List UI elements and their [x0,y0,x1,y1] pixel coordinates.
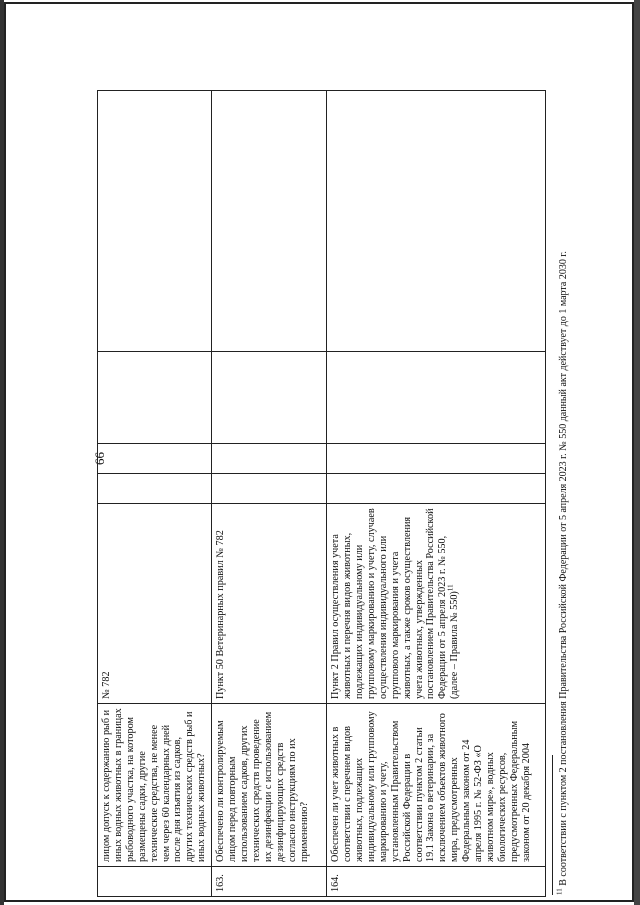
answer-no-cell [98,444,212,474]
footnote-marker: 11 [446,584,455,592]
table-row [327,91,546,897]
note-cell [98,91,212,352]
reference-cell: № 782 [98,504,212,704]
footnote-divider [552,755,553,895]
answer-na-cell [98,352,212,444]
answer-na-cell [212,352,327,444]
footnote-text: В соответствии с пунктом 2 постановления Правительства Российской Федерации от 5 апреля 2023 г. № 550 данный акт действует до 1 марта 2030 г. [558,251,569,889]
answer-yes-cell [98,474,212,504]
answer-yes-cell [212,474,327,504]
note-cell [212,91,327,352]
row-number [98,867,212,897]
note-cell [327,91,546,352]
table-row [212,91,327,897]
question-cell: лицом допуск к содержанию рыб и иных водных животных в границах рыбоводного участка, на котором размещены садки, другие технические средства, не менее чем через 60 календарных дней после дня изъятия из садков, других технических средств рыб и иных водных животных? [98,704,212,867]
answer-no-cell [327,444,546,474]
answer-na-cell [327,352,546,444]
page-number: 66 [92,452,107,465]
row-number: 163. [212,867,327,897]
reference-cell: Пункт 50 Ветеринарных правил № 782 [212,504,327,704]
question-cell: Обеспечено ли контролируемым лицом перед повторным использованием садков, других технических средств проведение их дезинфекции с использованием дезинфицирующих средств согласно инструкциям по их применению? [212,704,327,867]
reference-cell [327,504,546,704]
reference-text: Пункт 2 Правил осуществления учета животных и перечня видов животных, подлежащих индивидуальному или групповому маркированию и учету, случаев осуществления индивидуального или группового маркирования и учета животных, а также сроков осуществления учета животных, утвержденных постановлением Правительства Российской Федерации от 5 апреля 2023 г. № 550, (далее – Правила № 550) [330,508,461,699]
question-cell: Обеспечен ли учет животных в соответствии с перечнем видов животных, подлежащих индивидуальному или групповому маркированию и учету, установленным Правительством Российской Федерации в соответствии пунктом 2 статьи 19.1 Закона о ветеринарии, за исключением объектов животного мира, предусмотренных Федеральным законом от 24 апреля 1995 г. № 52-ФЗ «О животном мире», водных биологических ресурсов, предусмотренных Федеральным законом от 20 декабря 2004 [327,704,546,867]
footnote [555,15,570,895]
answer-yes-cell [327,474,546,504]
checklist-table [97,90,546,897]
answer-no-cell [212,444,327,474]
table-row [98,91,212,897]
row-number: 164. [327,867,546,897]
footnote-number: 11 [555,888,564,895]
